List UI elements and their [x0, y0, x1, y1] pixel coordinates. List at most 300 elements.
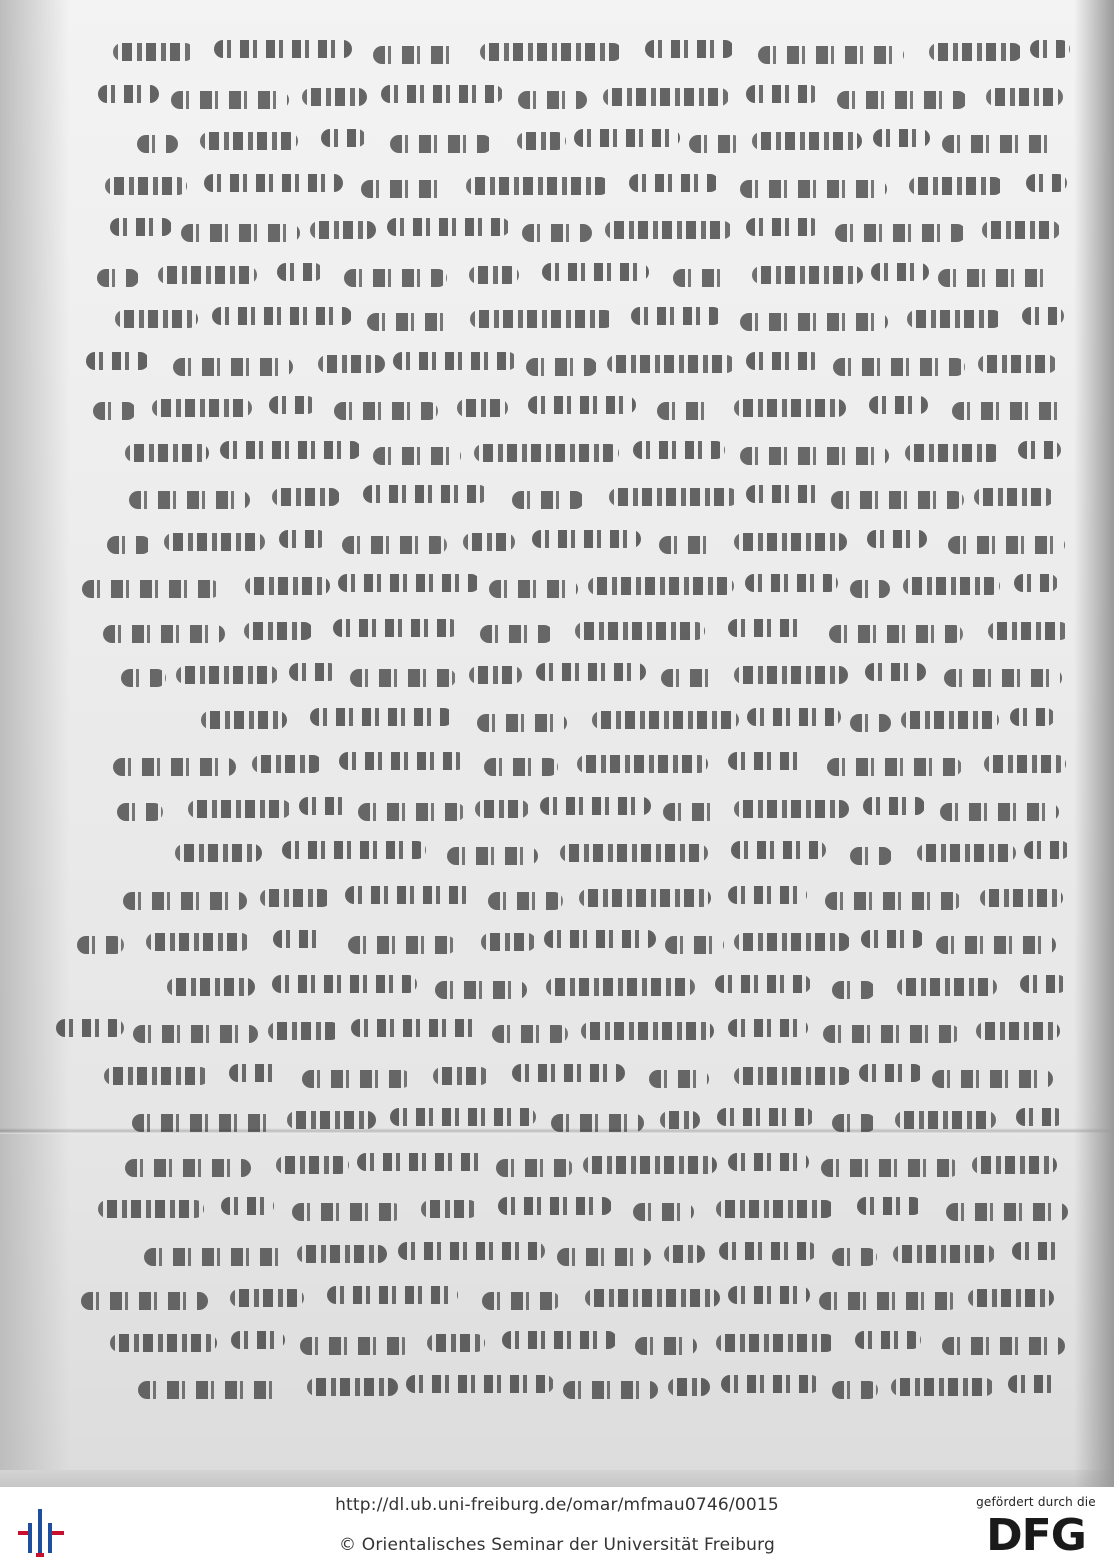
handwritten-word: [1022, 307, 1064, 325]
handwritten-word: [673, 269, 727, 287]
handwritten-word: [81, 1292, 208, 1310]
handwritten-word: [1026, 174, 1067, 192]
handwritten-word: [832, 1248, 877, 1266]
handwritten-word: [289, 663, 338, 681]
handwritten-word: [125, 444, 209, 462]
handwritten-word: [752, 266, 863, 284]
handwritten-word: [363, 485, 488, 503]
handwritten-word: [86, 352, 149, 370]
handwritten-word: [583, 1156, 717, 1174]
handwritten-word: [310, 221, 376, 239]
handwritten-word: [605, 221, 732, 239]
handwritten-word: [827, 758, 962, 776]
handwritten-word: [229, 1064, 281, 1082]
handwritten-word: [173, 358, 293, 376]
handwritten-word: [152, 399, 252, 417]
handwritten-word: [988, 622, 1069, 640]
handwritten-word: [821, 1159, 959, 1177]
handwritten-word: [752, 132, 862, 150]
handwritten-word: [544, 930, 656, 948]
manuscript-line: [40, 164, 1074, 208]
handwritten-word: [746, 485, 822, 503]
handwritten-word: [728, 752, 806, 770]
manuscript-line: [40, 965, 1074, 1009]
handwritten-word: [740, 447, 889, 465]
handwritten-word: [398, 1242, 545, 1260]
manuscript-line: [40, 119, 1074, 163]
handwritten-word: [480, 625, 553, 643]
handwritten-word: [93, 402, 136, 420]
handwritten-word: [855, 1331, 921, 1349]
handwritten-word: [214, 40, 352, 58]
handwritten-word: [381, 85, 503, 103]
handwritten-word: [97, 269, 139, 287]
handwritten-word: [133, 1025, 258, 1043]
handwritten-word: [932, 1070, 1053, 1088]
manuscript-line: [40, 1143, 1074, 1187]
dfg-logo: DFG: [986, 1510, 1086, 1561]
handwritten-word: [427, 1334, 485, 1352]
handwritten-word: [512, 491, 584, 509]
document-url[interactable]: http://dl.ub.uni-freiburg.de/omar/mfmau0746/0015: [335, 1495, 779, 1515]
handwritten-word: [344, 269, 447, 287]
handwritten-word: [158, 266, 257, 284]
handwritten-word: [740, 313, 888, 331]
handwritten-word: [302, 1070, 411, 1088]
handwritten-word: [115, 310, 198, 328]
handwritten-word: [526, 358, 597, 376]
handwritten-word: [728, 1019, 808, 1037]
handwritten-word: [390, 135, 492, 153]
handwritten-word: [201, 711, 287, 729]
handwritten-word: [952, 402, 1068, 420]
handwritten-word: [321, 129, 366, 147]
handwritten-word: [277, 263, 323, 281]
handwritten-word: [144, 1248, 287, 1266]
handwritten-word: [857, 1197, 922, 1215]
handwritten-word: [968, 1289, 1054, 1307]
handwritten-word: [717, 1108, 814, 1126]
handwritten-word: [984, 755, 1066, 773]
handwritten-word: [358, 803, 465, 821]
handwritten-word: [577, 755, 708, 773]
handwritten-word: [581, 1022, 714, 1040]
handwritten-word: [212, 307, 352, 325]
manuscript-line: [40, 75, 1074, 119]
handwritten-word: [231, 1331, 285, 1349]
handwritten-word: [907, 310, 1002, 328]
handwritten-word: [98, 85, 159, 103]
handwritten-word: [734, 399, 846, 417]
handwritten-word: [477, 714, 567, 732]
handwritten-word: [82, 580, 220, 598]
handwritten-word: [522, 224, 592, 242]
handwritten-word: [668, 1378, 710, 1396]
handwritten-word: [327, 1286, 458, 1304]
handwritten-word: [484, 758, 558, 776]
handwritten-word: [475, 800, 529, 818]
handwritten-word: [659, 536, 715, 554]
handwritten-word: [901, 711, 999, 729]
handwritten-word: [557, 1248, 651, 1266]
handwritten-word: [480, 43, 622, 61]
handwritten-word: [230, 1289, 304, 1307]
handwritten-word: [268, 1022, 340, 1040]
handwritten-word: [850, 714, 891, 732]
handwritten-word: [181, 224, 300, 242]
handwritten-word: [299, 797, 349, 815]
handwritten-word: [871, 263, 929, 281]
handwritten-word: [300, 1337, 411, 1355]
handwritten-word: [435, 981, 527, 999]
handwritten-word: [944, 669, 1062, 687]
handwritten-word: [351, 1019, 480, 1037]
handwritten-word: [635, 1337, 697, 1355]
handwritten-word: [481, 933, 536, 951]
handwritten-word: [850, 847, 892, 865]
handwritten-word: [244, 622, 313, 640]
manuscript-line: [40, 1054, 1074, 1098]
handwritten-word: [138, 1381, 282, 1399]
manuscript-line: [40, 1276, 1074, 1320]
handwritten-word: [470, 310, 614, 328]
handwritten-word: [361, 180, 447, 198]
handwritten-word: [221, 1197, 274, 1215]
handwritten-word: [176, 666, 278, 684]
handwritten-word: [603, 88, 729, 106]
handwritten-word: [835, 224, 966, 242]
handwritten-word: [498, 1197, 612, 1215]
manuscript-line: [40, 475, 1074, 519]
handwritten-word: [77, 936, 124, 954]
handwritten-word: [310, 708, 453, 726]
handwritten-word: [728, 1153, 809, 1171]
handwritten-word: [740, 180, 887, 198]
handwritten-word: [865, 663, 926, 681]
handwritten-word: [746, 352, 821, 370]
handwritten-word: [897, 978, 997, 996]
handwritten-word: [560, 844, 708, 862]
handwritten-word: [867, 530, 927, 548]
handwritten-word: [728, 1286, 810, 1304]
arabic-handwritten-text: [40, 30, 1074, 1410]
handwritten-word: [592, 711, 739, 729]
handwritten-word: [496, 1159, 573, 1177]
handwritten-word: [948, 536, 1065, 554]
handwritten-word: [421, 1200, 478, 1218]
handwritten-word: [728, 886, 807, 904]
manuscript-line: [40, 386, 1074, 430]
handwritten-word: [895, 1111, 996, 1129]
page-bottom-edge: [0, 1470, 1114, 1487]
manuscript-line: [40, 787, 1074, 831]
handwritten-word: [269, 396, 316, 414]
manuscript-line: [40, 564, 1074, 608]
handwritten-word: [307, 1378, 398, 1396]
handwritten-word: [574, 129, 680, 147]
handwritten-word: [716, 1334, 835, 1352]
handwritten-word: [832, 1381, 878, 1399]
handwritten-word: [986, 88, 1063, 106]
handwritten-word: [433, 1067, 489, 1085]
handwritten-word: [457, 399, 508, 417]
handwritten-word: [110, 218, 172, 236]
handwritten-word: [976, 1022, 1060, 1040]
handwritten-word: [1018, 441, 1061, 459]
handwritten-word: [350, 669, 456, 687]
manuscript-line: [40, 1009, 1074, 1053]
handwritten-word: [660, 1111, 700, 1129]
handwritten-word: [129, 491, 250, 509]
handwritten-word: [728, 619, 805, 637]
handwritten-word: [850, 580, 890, 598]
handwritten-word: [200, 132, 298, 150]
handwritten-word: [917, 844, 1016, 862]
handwritten-word: [546, 978, 695, 996]
handwritten-word: [861, 930, 924, 948]
handwritten-word: [302, 88, 367, 106]
handwritten-word: [447, 847, 538, 865]
handwritten-word: [938, 269, 1053, 287]
manuscript-line: [40, 30, 1074, 74]
handwritten-word: [664, 1245, 705, 1263]
handwritten-word: [929, 43, 1022, 61]
handwritten-word: [137, 135, 178, 153]
funding-caption: gefördert durch die: [976, 1495, 1096, 1509]
handwritten-word: [903, 577, 1000, 595]
handwritten-word: [1020, 975, 1067, 993]
handwritten-word: [56, 1019, 124, 1037]
handwritten-word: [121, 669, 166, 687]
handwritten-word: [980, 889, 1063, 907]
handwritten-word: [575, 622, 705, 640]
handwritten-word: [837, 91, 967, 109]
handwritten-word: [893, 1245, 995, 1263]
handwritten-word: [719, 1242, 817, 1260]
handwritten-word: [272, 488, 340, 506]
handwritten-word: [661, 669, 718, 687]
handwritten-word: [279, 530, 327, 548]
handwritten-word: [1030, 40, 1070, 58]
handwritten-word: [716, 1200, 834, 1218]
handwritten-word: [502, 1331, 617, 1349]
handwritten-word: [633, 1203, 694, 1221]
handwritten-word: [469, 666, 522, 684]
handwritten-word: [175, 844, 262, 862]
handwritten-word: [1016, 1108, 1064, 1126]
manuscript-line: [40, 297, 1074, 341]
handwritten-word: [367, 313, 454, 331]
handwritten-word: [292, 1203, 402, 1221]
manuscript-line: [40, 653, 1074, 697]
handwritten-word: [629, 174, 719, 192]
handwritten-word: [273, 930, 324, 948]
manuscript-line: [40, 431, 1074, 475]
handwritten-word: [125, 1159, 251, 1177]
handwritten-word: [1024, 841, 1070, 859]
handwritten-word: [339, 752, 466, 770]
handwritten-word: [348, 936, 456, 954]
handwritten-word: [338, 574, 480, 592]
handwritten-word: [542, 263, 649, 281]
handwritten-word: [518, 91, 587, 109]
handwritten-word: [113, 758, 236, 776]
handwritten-word: [98, 1200, 204, 1218]
handwritten-word: [978, 355, 1057, 373]
handwritten-word: [585, 1289, 720, 1307]
handwritten-word: [747, 708, 841, 726]
handwritten-word: [107, 536, 151, 554]
handwritten-word: [1012, 1242, 1061, 1260]
manuscript-line: [40, 831, 1074, 875]
manuscript-line: [40, 609, 1074, 653]
handwritten-word: [859, 1064, 923, 1082]
handwritten-word: [863, 797, 925, 815]
handwritten-word: [823, 1025, 960, 1043]
handwritten-word: [909, 177, 1003, 195]
handwritten-word: [406, 1375, 554, 1393]
handwritten-word: [689, 135, 742, 153]
handwritten-word: [167, 978, 255, 996]
handwritten-word: [734, 800, 849, 818]
handwritten-word: [831, 491, 964, 509]
handwritten-word: [333, 619, 459, 637]
page-fold: [0, 1128, 1114, 1134]
handwritten-word: [829, 625, 963, 643]
handwritten-word: [891, 1378, 994, 1396]
manuscript-line: [40, 253, 1074, 297]
manuscript-line: [40, 342, 1074, 386]
manuscript-line: [40, 520, 1074, 564]
handwritten-word: [492, 1025, 568, 1043]
handwritten-word: [345, 886, 473, 904]
copyright-notice: © Orientalisches Seminar der Universität Freiburg: [338, 1535, 776, 1555]
handwritten-word: [982, 221, 1060, 239]
handwritten-word: [463, 533, 515, 551]
handwritten-word: [393, 352, 517, 370]
handwritten-word: [536, 663, 646, 681]
handwritten-word: [104, 1067, 209, 1085]
handwritten-word: [734, 666, 848, 684]
handwritten-word: [633, 441, 725, 459]
handwritten-word: [390, 1108, 536, 1126]
handwritten-word: [342, 536, 447, 554]
handwritten-word: [117, 803, 163, 821]
handwritten-word: [252, 755, 322, 773]
handwritten-word: [245, 577, 330, 595]
manuscript-line: [40, 1187, 1074, 1231]
handwritten-word: [873, 129, 930, 147]
handwritten-word: [517, 132, 566, 150]
handwritten-word: [665, 936, 724, 954]
handwritten-word: [758, 46, 904, 64]
viewer-footer: [0, 1487, 1114, 1568]
handwritten-word: [272, 975, 417, 993]
handwritten-word: [832, 981, 875, 999]
manuscript-line: [40, 1232, 1074, 1276]
handwritten-word: [110, 1334, 217, 1352]
handwritten-word: [287, 1111, 376, 1129]
handwritten-word: [833, 358, 965, 376]
manuscript-line: [40, 1321, 1074, 1365]
handwritten-word: [474, 444, 619, 462]
handwritten-word: [164, 533, 265, 551]
manuscript-line: [40, 698, 1074, 742]
manuscript-line: [40, 1098, 1074, 1142]
handwritten-word: [745, 574, 838, 592]
handwritten-word: [373, 46, 458, 64]
manuscript-line: [40, 208, 1074, 252]
manuscript-line: [40, 742, 1074, 786]
handwritten-word: [649, 1070, 709, 1088]
handwritten-word: [588, 577, 734, 595]
handwritten-word: [373, 447, 461, 465]
handwritten-word: [869, 396, 928, 414]
manuscript-line: [40, 876, 1074, 920]
handwritten-word: [387, 218, 510, 236]
handwritten-word: [220, 441, 361, 459]
handwritten-word: [609, 488, 738, 506]
handwritten-word: [734, 933, 850, 951]
handwritten-word: [819, 1292, 958, 1310]
handwritten-word: [204, 174, 343, 192]
handwritten-word: [734, 533, 847, 551]
handwritten-word: [563, 1381, 658, 1399]
handwritten-word: [607, 355, 735, 373]
handwritten-word: [276, 1156, 349, 1174]
handwritten-word: [282, 841, 426, 859]
handwritten-word: [482, 1292, 560, 1310]
handwritten-word: [663, 803, 721, 821]
handwritten-word: [532, 530, 641, 548]
handwritten-word: [489, 580, 578, 598]
handwritten-word: [936, 936, 1056, 954]
handwritten-word: [488, 892, 563, 910]
manuscript-line: [40, 1365, 1074, 1409]
handwritten-word: [731, 841, 826, 859]
handwritten-word: [746, 85, 819, 103]
handwritten-word: [334, 402, 438, 420]
handwritten-word: [972, 1156, 1057, 1174]
handwritten-word: [171, 91, 289, 109]
dfg-funding-badge: [972, 1495, 1100, 1565]
handwritten-word: [357, 1153, 487, 1171]
handwritten-word: [466, 177, 609, 195]
handwritten-word: [469, 266, 519, 284]
handwritten-word: [105, 177, 187, 195]
handwritten-word: [1014, 574, 1058, 592]
handwritten-word: [734, 1067, 851, 1085]
handwritten-word: [942, 135, 1056, 153]
handwritten-word: [123, 892, 247, 910]
handwritten-word: [512, 1064, 625, 1082]
handwritten-word: [974, 488, 1054, 506]
handwritten-word: [657, 402, 712, 420]
handwritten-word: [645, 40, 734, 58]
handwritten-word: [940, 803, 1059, 821]
handwritten-word: [146, 933, 250, 951]
handwritten-word: [113, 43, 194, 61]
manuscript-line: [40, 920, 1074, 964]
handwritten-word: [721, 1375, 820, 1393]
handwritten-word: [746, 218, 820, 236]
handwritten-word: [715, 975, 811, 993]
handwritten-word: [528, 396, 636, 414]
handwritten-word: [260, 889, 331, 907]
handwritten-word: [188, 800, 291, 818]
handwritten-word: [942, 1337, 1065, 1355]
handwritten-word: [540, 797, 651, 815]
